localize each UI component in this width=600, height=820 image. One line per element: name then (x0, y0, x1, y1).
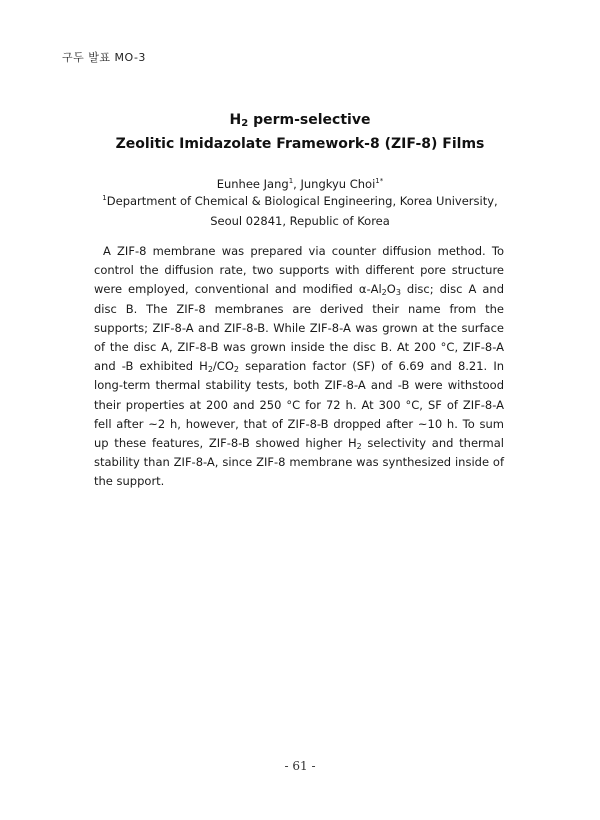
title-h-subscript: 2 (241, 118, 249, 129)
subscript: 2 (356, 442, 362, 452)
author-separator: , (293, 177, 301, 191)
abstract-text: selectivity and thermal stability than ZIF-8-A, since ZIF-8 membrane was synthesized inside of the support. (94, 436, 504, 489)
title-h: H (229, 112, 242, 128)
author-name: Eunhee Jang (216, 177, 289, 191)
title-line-1 (0, 108, 600, 132)
title-line-1-rest: perm-selective (248, 112, 371, 128)
affiliation-text: Department of Chemical & Biological Engineering, Korea University, Seoul 02841, Republic of Korea (106, 194, 498, 228)
abstract-text: separation factor (SF) of 6.69 and 8.21. In long-term thermal stability tests, both ZIF-8-A and -B were withstood their properties at 200 and 250 °C for 72 h. At 300 °C, SF of ZIF-8-A fell after ~2 h, however, that of ZIF-8-B dropped after ~10 h. To sum up these features, ZIF-8-B showed higher H (94, 359, 505, 451)
subscript: 2 (233, 365, 239, 375)
subscript: 2 (381, 288, 387, 298)
paper-title (0, 108, 600, 156)
title-line-2: Zeolitic Imidazolate Framework-8 (ZIF-8) Films (115, 136, 485, 152)
affiliation-mark: 1 (102, 194, 107, 202)
page-number: - 61 - (284, 759, 316, 773)
session-label: 구두 발표 MO-3 (62, 51, 146, 64)
abstract-text: disc; disc A and disc B. The ZIF-8 membranes are derived their name from the supports; ZIF-8-A and ZIF-8-B. While ZIF-8-A was grown at the surface of the disc A, ZIF-8-B was grown inside the disc B. At 200 °C, ZIF-8-A and -B exhibited H (94, 282, 504, 374)
abstract-text: O (386, 282, 396, 297)
affiliation (100, 191, 500, 231)
subscript: 2 (207, 365, 213, 375)
subscript: 3 (395, 288, 401, 298)
author-affil-mark: 1 (288, 177, 294, 185)
abstract-body (94, 242, 504, 492)
abstract-text: /CO (212, 359, 234, 374)
author-affil-mark: 1* (375, 177, 384, 185)
abstract-text: A ZIF-8 membrane was prepared via counter diffusion method. To control the diffusion rate, two supports with different pore structure were employed, conventional and modified α-Al (94, 244, 504, 297)
author-name: Jungkyu Choi (300, 177, 376, 191)
